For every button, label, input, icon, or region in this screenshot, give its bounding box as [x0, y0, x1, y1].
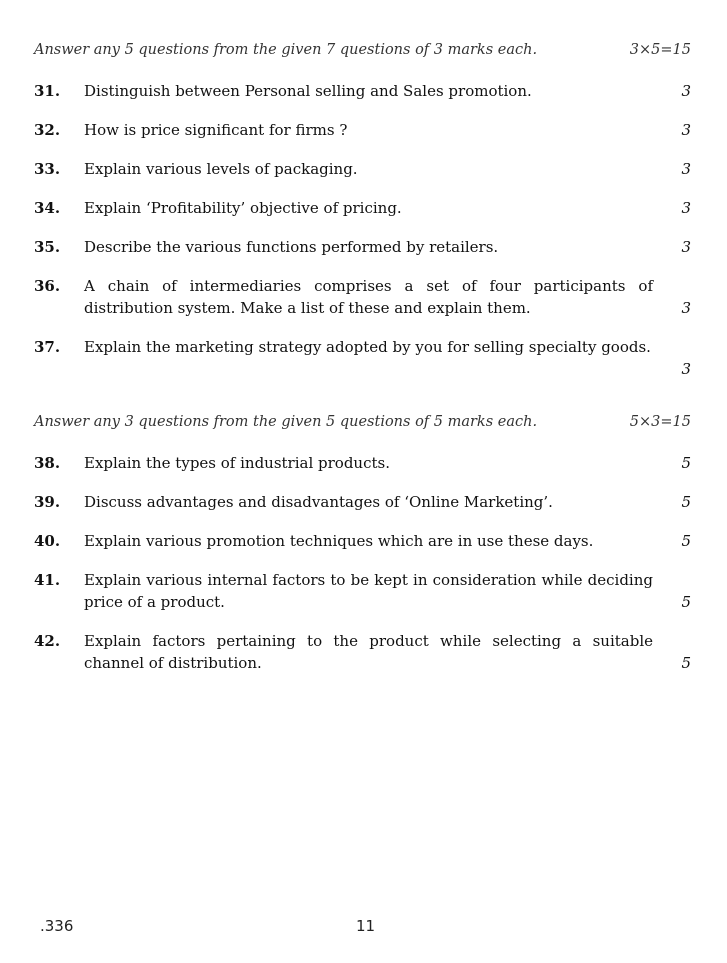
question-text: Describe the various functions performed by retailers.	[84, 238, 499, 256]
question-text: A chain of intermediaries comprises a set of four participants of distribution system. Make a list of these and explain them.	[84, 277, 653, 317]
question-text: Explain various internal factors to be kept in consideration while deciding price of a product.	[84, 571, 653, 611]
question-marks: 3	[681, 199, 691, 217]
question-text: Discuss advantages and disadvantages of ‘Online Marketing’.	[84, 493, 553, 511]
question-number: 33.	[34, 160, 61, 178]
question-number: 36.	[34, 277, 61, 295]
question-marks: 3	[681, 360, 691, 378]
question-marks: 3	[681, 121, 691, 139]
question-text: How is price significant for firms ?	[84, 121, 348, 139]
question-text: Explain various promotion techniques which are in use these days.	[84, 532, 594, 550]
question-text: Explain the types of industrial products.	[84, 454, 390, 472]
question-text: Distinguish between Personal selling and Sales promotion.	[84, 82, 532, 100]
question-marks: 5	[681, 493, 691, 511]
question-marks: 5	[681, 454, 691, 472]
question-text: Explain factors pertaining to the product while selecting a suitable channel of distribution.	[84, 632, 653, 672]
paper-code: .336	[40, 917, 74, 935]
question-marks: 5	[681, 654, 691, 672]
question-number: 35.	[34, 238, 61, 256]
section-instruction: Answer any 3 questions from the given 5 questions of 5 marks each.	[34, 414, 538, 430]
question-number: 40.	[34, 532, 61, 550]
question-number: 37.	[34, 338, 61, 356]
page-number: 11	[356, 917, 376, 935]
question-text: Explain ‘Profitability’ objective of pricing.	[84, 199, 402, 217]
question-marks: 5	[681, 593, 691, 611]
question-text: Explain the marketing strategy adopted by you for selling specialty goods.	[84, 338, 651, 356]
question-marks: 3	[681, 238, 691, 256]
section-instruction: Answer any 5 questions from the given 7 questions of 3 marks each.	[34, 42, 538, 58]
question-marks: 5	[681, 532, 691, 550]
question-number: 32.	[34, 121, 61, 139]
question-number: 38.	[34, 454, 61, 472]
question-number: 42.	[34, 632, 61, 650]
question-number: 34.	[34, 199, 61, 217]
section-header-5-marks	[34, 414, 691, 434]
question-marks: 3	[681, 82, 691, 100]
question-marks: 3	[681, 160, 691, 178]
question-text: Explain various levels of packaging.	[84, 160, 358, 178]
question-number: 41.	[34, 571, 61, 589]
section-total-marks: 5×3=15	[629, 414, 691, 430]
section-total-marks: 3×5=15	[629, 42, 691, 58]
question-marks: 3	[681, 299, 691, 317]
question-number: 31.	[34, 82, 61, 100]
section-header-3-marks	[34, 42, 691, 62]
question-number: 39.	[34, 493, 61, 511]
